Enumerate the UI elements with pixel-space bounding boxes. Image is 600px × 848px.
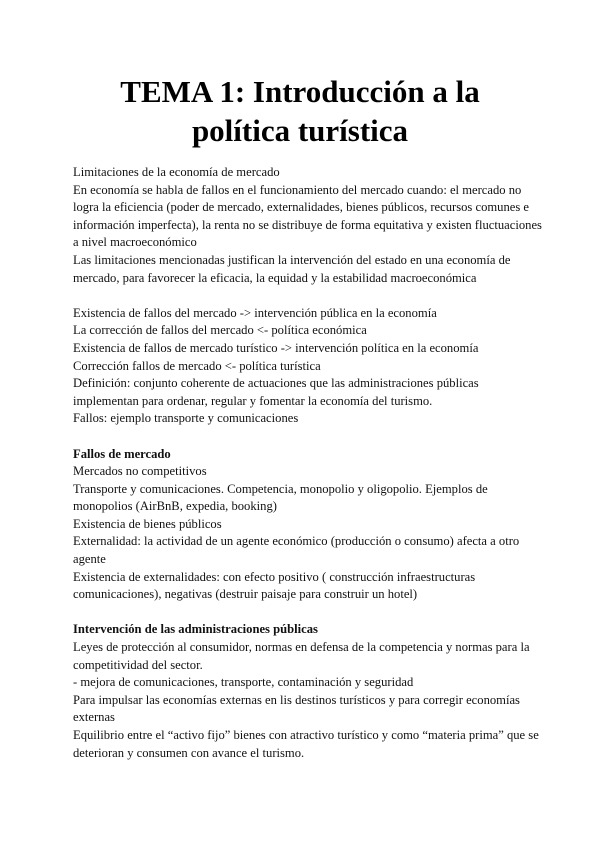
paragraph-market-limitations: Limitaciones de la economía de mercado <box>73 165 280 179</box>
paragraph-transport-competition: Transporte y comunicaciones. Competencia, monopolio y oligopolio. Ejemplos de monopolios (AirBnB, expedia, booking) <box>73 481 488 514</box>
page-title-line-2: política turística <box>191 113 409 148</box>
paragraph-definition: Definición: conjunto coherente de actuaciones que las administraciones públicas implementan para ordenar, regular y fomentar la economía del turismo. <box>73 376 479 408</box>
paragraph-economic-policy: La corrección de fallos del mercado <- política económica <box>73 323 367 338</box>
paragraph-improvements: - mejora de comunicaciones, transporte, contaminación y seguridad <box>73 675 414 690</box>
section-heading-public-intervention: Intervención de las administraciones públicas <box>73 622 318 637</box>
paragraph-public-goods: Existencia de bienes públicos <box>73 516 222 531</box>
paragraph-equilibrium: Equilibrio entre el “activo fijo” bienes con atractivo turístico y como “materia prima” que se deterioran y consumen con avance el turismo. <box>73 728 539 760</box>
page-title-line-1: TEMA 1: Introducción a la <box>120 74 480 109</box>
paragraph-external-economies: Para impulsar las economías externas en lis destinos turísticos y para corregir economías externas <box>73 692 520 725</box>
document-body <box>73 164 543 762</box>
section-heading-market-failures: Fallos de mercado <box>73 446 171 461</box>
paragraph-failures-intervention: Existencia de fallos del mercado -> intervención pública en la economía <box>73 305 437 320</box>
spacer <box>73 287 543 305</box>
page-title <box>40 72 560 150</box>
spacer <box>73 604 543 622</box>
paragraph-market-failures: En economía se habla de fallos en el funcionamiento del mercado cuando: el mercado no logra la eficiencia (poder de mercado, externalidades, bienes públicos, recursos comunes e información imperfecta), la renta no se distribuye de forma equitativa y existen fluctuaciones a nivel macroeconómico <box>73 182 542 250</box>
spacer <box>73 428 543 446</box>
paragraph-consumer-laws: Leyes de protección al consumidor, normas en defensa de la competencia y normas para la competitividad del sector. <box>73 640 530 672</box>
paragraph-tourism-failures: Existencia de fallos de mercado turístico -> intervención política en la economía <box>73 340 479 355</box>
paragraph-state-intervention: Las limitaciones mencionadas justifican la intervención del estado en una economía de mercado, para favorecer la eficacia, la equidad y la estabilidad macroeconómica <box>73 252 511 285</box>
paragraph-externalities-effects: Existencia de externalidades: con efecto positivo ( construcción infraestructuras comunicaciones), negativas (destruir paisaje para construir un hotel) <box>73 569 476 602</box>
paragraph-externality: Externalidad: la actividad de un agente económico (producción o consumo) afecta a otro agente <box>73 534 520 567</box>
paragraph-failures-example: Fallos: ejemplo transporte y comunicaciones <box>73 411 299 426</box>
paragraph-non-competitive: Mercados no competitivos <box>73 464 207 479</box>
paragraph-tourism-policy: Corrección fallos de mercado <- política turística <box>73 358 321 373</box>
